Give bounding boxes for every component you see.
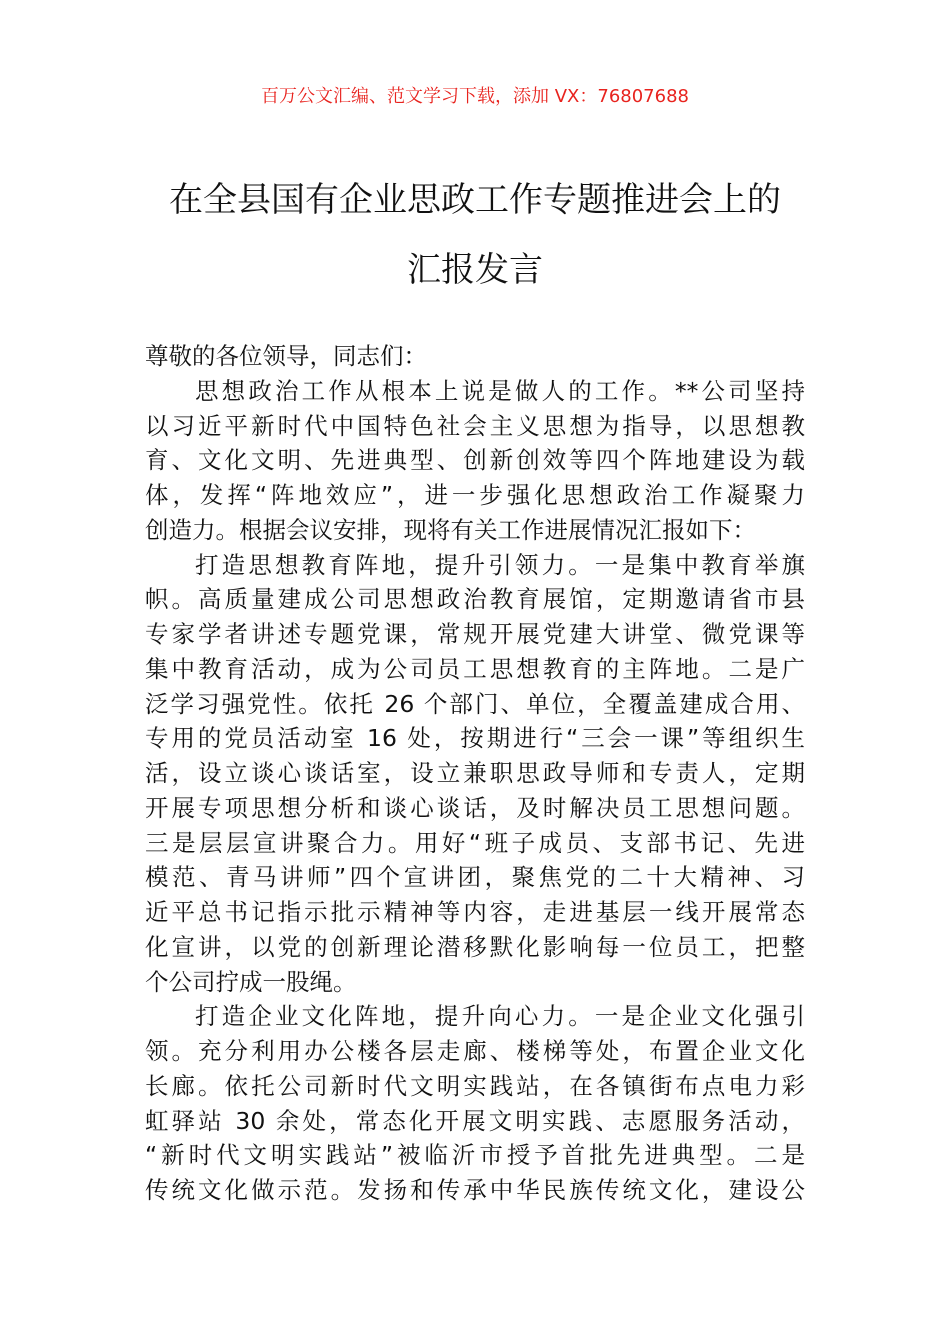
- paragraph: [145, 999, 805, 1208]
- paragraph-line: 活，设立谈心谈话室，设立兼职思政导师和专责人，定期: [145, 759, 805, 787]
- paragraph-line: 思想政治工作从根本上说是做人的工作。**公司坚持: [195, 376, 805, 405]
- paragraph-line: 近平总书记指示批示精神等内容，走进基层一线开展常态: [145, 898, 805, 926]
- paragraph-line: 个公司拧成一股绳。: [145, 967, 357, 996]
- paragraph-line: 以习近平新时代中国特色社会主义思想为指导，以思想教: [145, 411, 805, 440]
- paragraphs: [145, 374, 805, 1208]
- paragraph-line: 专用的党员活动室 16 处，按期进行“三会一课”等组织生: [145, 724, 805, 753]
- document-title-line-1: 在全县国有企业思政工作专题推进会上的: [169, 180, 781, 220]
- paragraph-line: “新时代文明实践站”被临沂市授予首批先进典型。二是: [145, 1141, 805, 1170]
- paragraph-line: 打造企业文化阵地，提升向心力。一是企业文化强引: [195, 1002, 805, 1031]
- paragraph-line: 打造思想教育阵地，提升引领力。一是集中教育举旗: [195, 550, 805, 579]
- paragraph-line: 创造力。根据会议安排，现将有关工作进展情况汇报如下：: [145, 515, 756, 544]
- salutation: 尊敬的各位领导，同志们：: [145, 342, 427, 370]
- paragraph-line: 帜。高质量建成公司思想政治教育展馆，定期邀请省市县: [145, 585, 805, 614]
- paragraph: [145, 374, 805, 548]
- paragraph-line: 化宣讲，以党的创新理论潜移默化影响每一位员工，把整: [145, 932, 805, 961]
- paragraph-line: 育、文化文明、先进典型、创新创效等四个阵地建设为载: [145, 446, 805, 475]
- paragraph-line: 虹驿站 30 余处，常态化开展文明实践、志愿服务活动，: [145, 1106, 805, 1135]
- watermark-header: 百万公文汇编、范文学习下载，添加 VX：76807688: [261, 86, 689, 107]
- paragraph-line: 泛学习强党性。依托 26 个部门、单位，全覆盖建成合用、: [145, 689, 805, 718]
- paragraph-line: 开展专项思想分析和谈心谈话，及时解决员工思想问题。: [145, 793, 805, 822]
- paragraph-line: 传统文化做示范。发扬和传承中华民族传统文化，建设公: [145, 1176, 805, 1204]
- paragraph-line: 集中教育活动，成为公司员工思想教育的主阵地。二是广: [145, 654, 805, 683]
- paragraph-line: 领。充分利用办公楼各层走廊、楼梯等处，布置企业文化: [145, 1037, 805, 1065]
- document-title-line-2: 汇报发言: [407, 250, 543, 290]
- paragraph-line: 长廊。依托公司新时代文明实践站，在各镇街布点电力彩: [145, 1071, 805, 1100]
- paragraph-line: 三是层层宣讲聚合力。用好“班子成员、支部书记、先进: [145, 828, 805, 857]
- document-body: [145, 339, 805, 1208]
- paragraph-line: 模范、青马讲师”四个宣讲团，聚焦党的二十大精神、习: [145, 863, 805, 892]
- paragraph-line: 体，发挥“阵地效应”，进一步强化思想政治工作凝聚力: [145, 481, 805, 509]
- paragraph: [145, 548, 805, 1000]
- paragraph-line: 专家学者讲述专题党课，常规开展党建大讲堂、微党课等: [145, 620, 805, 648]
